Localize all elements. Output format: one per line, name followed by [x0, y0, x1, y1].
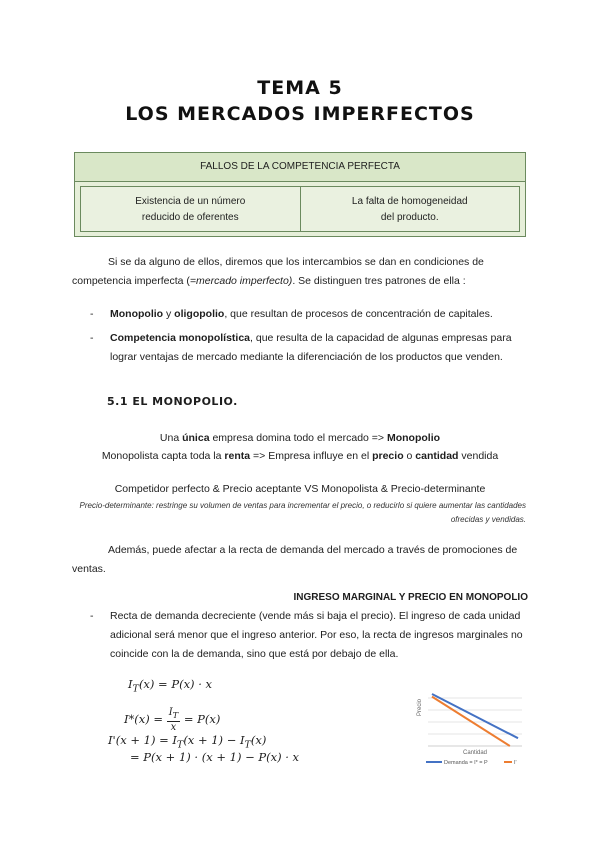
intro-text-end: . Se distinguen tres patrones de ella : [292, 275, 466, 287]
f-text: I'(x + 1) = I [108, 733, 177, 747]
versus-line: Competidor perfecto & Precio aceptante VS Monopolista & Precio-determinante [114, 483, 486, 495]
series-demanda-line [432, 694, 518, 738]
demand-chart [410, 688, 532, 768]
list-item [90, 329, 530, 367]
f-text: I*(x) = [124, 712, 167, 726]
fallos-cell-homogeneidad [300, 187, 520, 231]
text: empresa domina todo el mercado => [209, 432, 387, 444]
text: vendida [458, 450, 499, 462]
bullet-text: y [163, 308, 175, 320]
formula-ingreso-total [128, 677, 212, 694]
fallos-cell-oferentes [81, 187, 300, 231]
cell-line: La falta de homogeneidad [351, 196, 468, 207]
text: => Empresa influye en el [250, 450, 373, 462]
page-subtitle: LOS MERCADOS IMPERFECTOS [125, 103, 475, 125]
f-text: = P(x) [180, 712, 221, 726]
f-sub: T [132, 683, 139, 695]
intro-paragraph [72, 253, 532, 291]
f-sub: T [176, 739, 184, 751]
text-bold: Monopolio [386, 432, 441, 444]
f-sub: T [244, 739, 251, 751]
bullet-text: , que resultan de procesos de concentración de capitales. [224, 308, 493, 320]
formula-ingreso-medio [124, 707, 220, 733]
bullet-dash: - [90, 610, 94, 622]
formula-ingreso-marginal [108, 733, 266, 750]
f-den: x [170, 722, 177, 733]
text-bold: precio [372, 450, 404, 462]
fallos-table [74, 152, 526, 237]
ademas-paragraph: Además, puede afectar a la recta de demanda del mercado a través de promociones de ventas. [72, 544, 518, 575]
monopolista-renta [0, 450, 600, 462]
subheading: INGRESO MARGINAL Y PRECIO EN MONOPOLIO [293, 592, 528, 603]
text-bold: única [182, 432, 210, 444]
text: Monopolista capta toda la [101, 450, 225, 462]
bullet-dash: - [90, 332, 94, 344]
text: Una [159, 432, 183, 444]
f-sym: I [168, 707, 173, 718]
f-sym: I [128, 677, 133, 691]
page-title: TEMA 5 [257, 77, 343, 99]
formula-ingreso-marginal-expanded: = P(x + 1) · (x + 1) − P(x) · x [130, 750, 300, 764]
list-item [90, 607, 530, 664]
intro-emphasis: =mercado imperfecto) [189, 275, 293, 287]
bullet-text: , que resulta de la capacidad de algunas empresas para lograr ventajas de mercado mediante la diferenciación de los productos que venden. [110, 332, 512, 363]
x-axis-label: Cantidad [462, 750, 488, 756]
intro-text: Si se da alguno de ellos, diremos que los intercambios se dan en condiciones de competencia imperfecta ( [72, 256, 484, 287]
bullet-dash: - [90, 308, 94, 320]
f-text: (x) [250, 733, 267, 747]
cell-line: Existencia de un número [135, 196, 246, 207]
f-sub: T [172, 710, 179, 720]
text: o [403, 450, 416, 462]
precio-determinante-note: Precio-determinante: restringe su volumen de ventas para incrementar el precio, o reducirlo si quiere aumentar las cantidades ofrecidas y vendidas. [79, 501, 526, 524]
text-bold: renta [224, 450, 251, 462]
bullet-text: Recta de demanda decreciente (vende más si baja el precio). El ingreso de cada unidad adicional será menor que el ingreso anterior. Por eso, la recta de ingresos marginales no coincide con la de demanda, sino que está por debajo de ella. [110, 610, 523, 660]
fallos-table-header: FALLOS DE LA COMPETENCIA PERFECTA [75, 153, 525, 182]
f-text: (x) = P(x) · x [138, 677, 212, 691]
bullet-term: Competencia monopolística [110, 332, 251, 344]
y-axis-label: Precio [417, 698, 423, 716]
legend-label-ingreso-marginal: I' [514, 760, 517, 766]
legend-label-demanda: Demanda = I* = P [444, 760, 488, 766]
monopolio-definition [0, 432, 600, 444]
cell-line: del producto. [380, 212, 439, 223]
list-item [90, 305, 530, 324]
fraction [167, 707, 181, 733]
f-text: (x + 1) − I [183, 733, 245, 747]
section-heading: 5.1 EL MONOPOLIO. [107, 395, 238, 408]
cell-line: reducido de oferentes [141, 212, 239, 223]
fallos-table-row [80, 186, 520, 232]
bullet-term: Monopolio [110, 308, 164, 320]
text-bold: cantidad [415, 450, 459, 462]
series-ingreso-marginal-line [432, 697, 510, 746]
bullet-term: oligopolio [174, 308, 225, 320]
